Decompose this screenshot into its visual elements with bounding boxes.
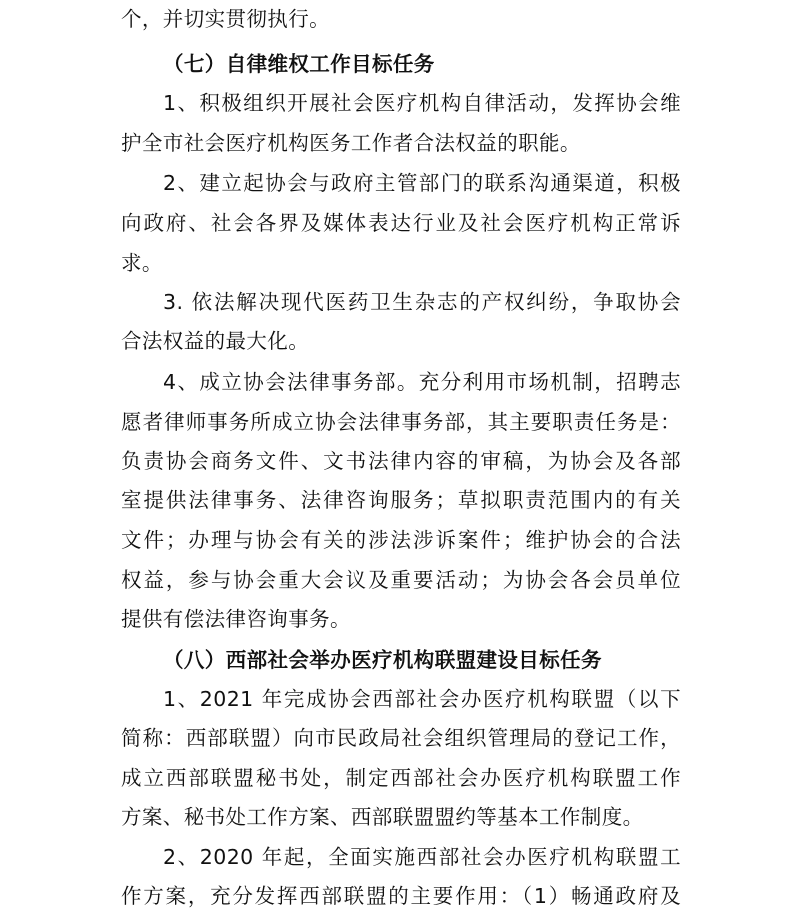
text-line: 个，并切实贯彻执行。 xyxy=(121,7,330,31)
text-line: 室提供法律事务、法律咨询服务；草拟职责范围内的有关 xyxy=(121,488,681,512)
text-line: 方案、秘书处工作方案、西部联盟盟约等基本工作制度。 xyxy=(121,805,644,829)
text-line: 向政府、社会各界及媒体表达行业及社会医疗机构正常诉 xyxy=(121,211,681,235)
text-line: 愿者律师事务所成立协会法律事务部，其主要职责任务是： xyxy=(121,410,681,434)
text-line: 护全市社会医疗机构医务工作者合法权益的职能。 xyxy=(121,131,581,155)
section-heading-8: （八）西部社会举办医疗机构联盟建设目标任务 xyxy=(163,648,602,672)
text-line: 提供有偿法律咨询事务。 xyxy=(121,607,351,631)
text-line: 2、2020 年起，全面实施西部社会办医疗机构联盟工 xyxy=(163,845,681,869)
section-heading-7: （七）自律维权工作目标任务 xyxy=(163,52,435,76)
text-line: 求。 xyxy=(121,251,163,275)
text-line: 1、2021 年完成协会西部社会办医疗机构联盟（以下 xyxy=(163,687,681,711)
text-line: 权益，参与协会重大会议及重要活动；为协会各会员单位 xyxy=(121,568,681,592)
text-line: 成立西部联盟秘书处，制定西部社会办医疗机构联盟工作 xyxy=(121,766,681,790)
text-line: 4、成立协会法律事务部。充分利用市场机制，招聘志 xyxy=(163,370,681,394)
text-line: 合法权益的最大化。 xyxy=(121,329,310,353)
text-line: 负责协会商务文件、文书法律内容的审稿，为协会及各部 xyxy=(121,449,681,473)
text-line: 2、建立起协会与政府主管部门的联系沟通渠道，积极 xyxy=(163,171,681,195)
text-line: 简称：西部联盟）向市民政局社会组织管理局的登记工作， xyxy=(121,726,681,750)
text-line: 作方案，充分发挥西部联盟的主要作用：（1）畅通政府及 xyxy=(121,884,681,908)
text-line: 1、积极组织开展社会医疗机构自律活动，发挥协会维 xyxy=(163,91,681,115)
text-line: 文件；办理与协会有关的涉法涉诉案件；维护协会的合法 xyxy=(121,528,681,552)
text-line: 3. 依法解决现代医药卫生杂志的产权纠纷，争取协会 xyxy=(163,290,681,314)
